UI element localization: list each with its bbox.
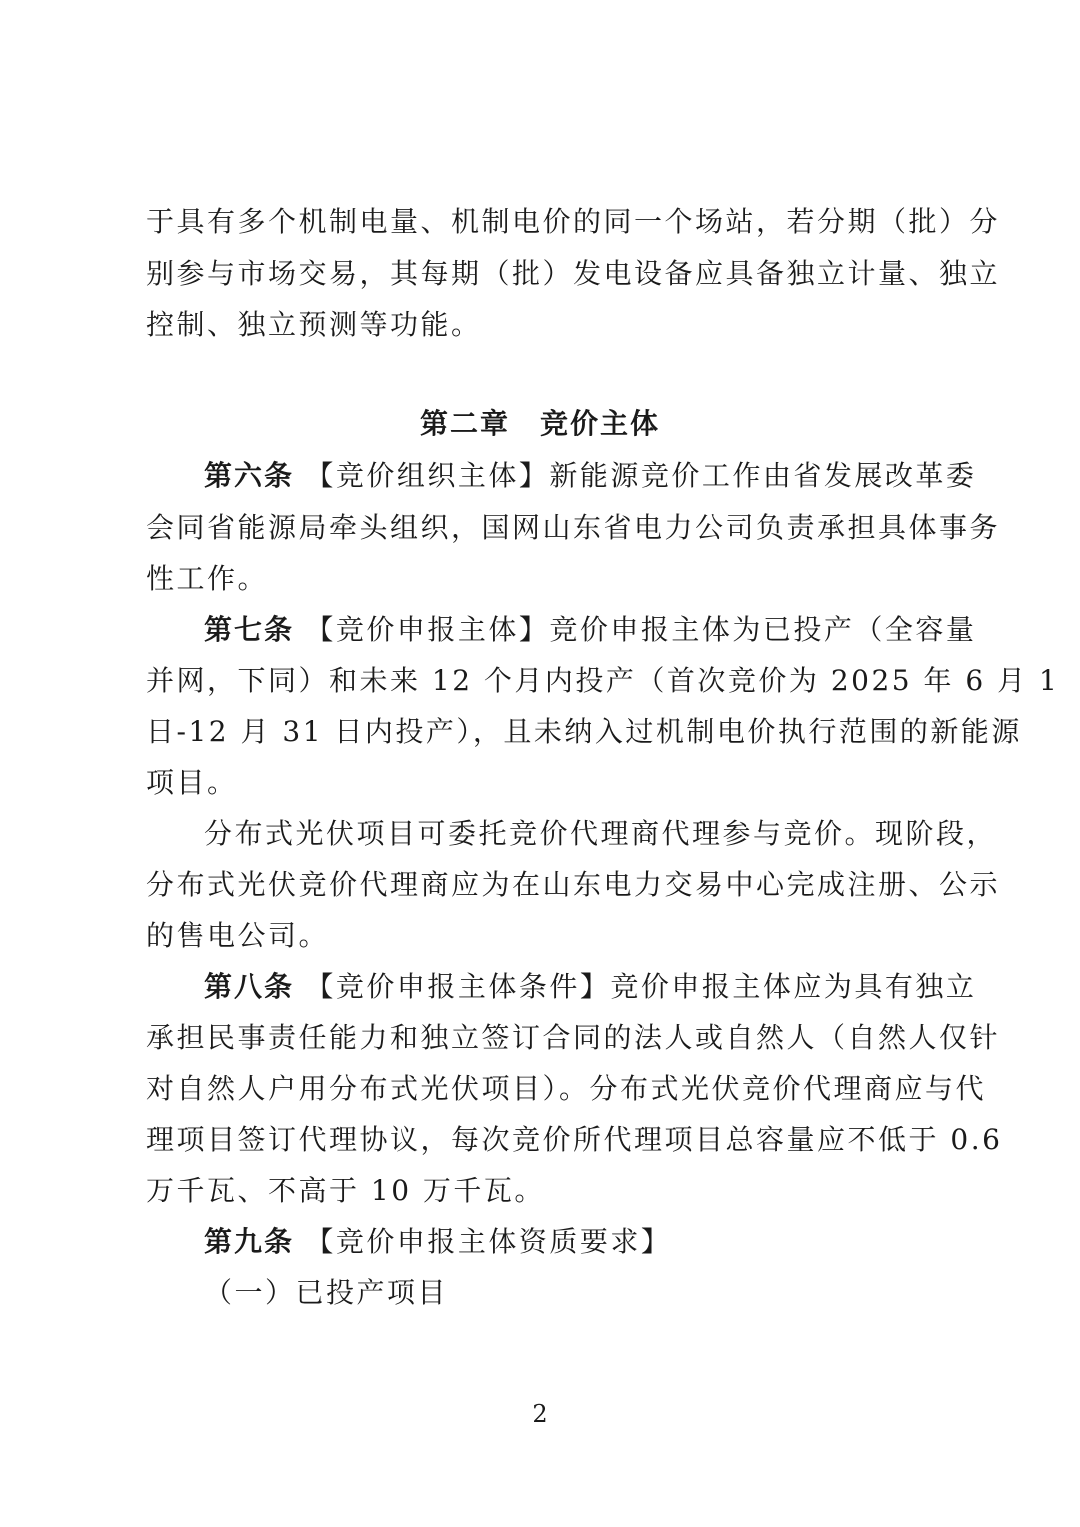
text-line: 的售电公司。 [146,919,330,952]
article-6-label: 第六条 [204,459,295,492]
article-7-text: 【竞价申报主体】竞价申报主体为已投产（全容量 [305,613,977,646]
text-line: 会同省能源局牵头组织，国网山东省电力公司负责承担具体事务 [146,511,1001,544]
article-6-text: 【竞价组织主体】新能源竞价工作由省发展改革委 [305,459,977,492]
article-6-first-line [204,458,977,494]
text-line: 控制、独立预测等功能。 [146,308,482,341]
text-line: 性工作。 [146,562,269,595]
text-line: 项目。 [146,766,238,799]
text-line: 对自然人户用分布式光伏项目）。分布式光伏竞价代理商应与代 [146,1072,987,1105]
article-7-label: 第七条 [204,613,295,646]
article-9-label: 第九条 [204,1225,295,1258]
article-9-text: 【竞价申报主体资质要求】 [305,1225,672,1258]
article-9-first-line [204,1224,946,1260]
chapter-heading: 第二章 竞价主体 [419,407,660,440]
text-line: 于具有多个机制电量、机制电价的同一个场站，若分期（批）分 [146,205,1001,238]
article-7-first-line [204,612,977,648]
article-8-first-line [204,969,977,1005]
paragraph-first-line: 分布式光伏项目可委托竞价代理商代理参与竞价。现阶段， [204,817,998,850]
page-number: 2 [532,1400,548,1428]
text-line: 分布式光伏竞价代理商应为在山东电力交易中心完成注册、公示 [146,868,1001,901]
text-line: 理项目签订代理协议，每次竞价所代理项目总容量应不低于 0.6 [146,1123,1003,1156]
article-8-text: 【竞价申报主体条件】竞价申报主体应为具有独立 [305,970,977,1003]
article-8-label: 第八条 [204,970,295,1003]
text-line: 承担民事责任能力和独立签订合同的法人或自然人（自然人仅针 [146,1021,1001,1054]
text-line: 万千瓦、不高于 10 万千瓦。 [146,1174,545,1207]
text-line: 别参与市场交易，其每期（批）发电设备应具备独立计量、独立 [146,257,1001,290]
text-line: 日-12 月 31 日内投产），且未纳入过机制电价执行范围的新能源 [146,715,1022,748]
text-line: 并网，下同）和未来 12 个月内投产（首次竞价为 2025 年 6 月 1 [146,664,1060,697]
sub-item-heading: （一）已投产项目 [204,1276,449,1309]
